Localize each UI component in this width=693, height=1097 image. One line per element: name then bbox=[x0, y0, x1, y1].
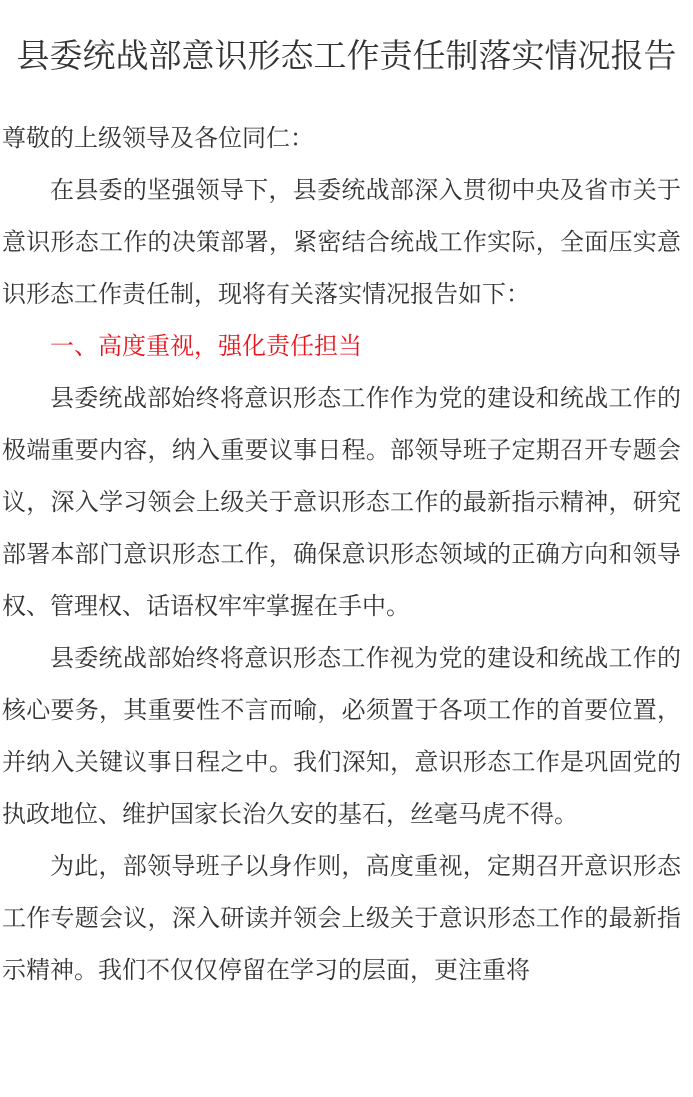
intro-paragraph: 在县委的坚强领导下，县委统战部深入贯彻中央及省市关于意识形态工作的决策部署，紧密结合统战工作实际，全面压实意识形态工作责任制，现将有关落实情况报告如下： bbox=[2, 176, 681, 308]
body-paragraph-1: 县委统战部始终将意识形态工作作为党的建设和统战工作的极端重要内容，纳入重要议事日程。部领导班子定期召开专题会议，深入学习领会上级关于意识形态工作的最新指示精神，研究部署本部门意识形态工作，确保意识形态领域的正确方向和领导权、管理权、话语权牢牢掌握在手中。 bbox=[2, 384, 681, 620]
article-title: 县委统战部意识形态工作责任制落实情况报告 bbox=[16, 36, 677, 75]
salutation: 尊敬的上级领导及各位同仁： bbox=[2, 124, 314, 152]
body-paragraph-2: 县委统战部始终将意识形态工作视为党的建设和统战工作的核心要务，其重要性不言而喻，必须置于各项工作的首要位置，并纳入关键议事日程之中。我们深知，意识形态工作是巩固党的执政地位、维护国家长治久安的基石，丝毫马虎不得。 bbox=[2, 644, 681, 828]
section-heading-1: 一、高度重视，强化责任担当 bbox=[50, 332, 362, 360]
body-paragraph-3: 为此，部领导班子以身作则，高度重视，定期召开意识形态工作专题会议，深入研读并领会上级关于意识形态工作的最新指示精神。我们不仅仅停留在学习的层面，更注重将 bbox=[2, 852, 681, 984]
article-body bbox=[0, 112, 693, 996]
